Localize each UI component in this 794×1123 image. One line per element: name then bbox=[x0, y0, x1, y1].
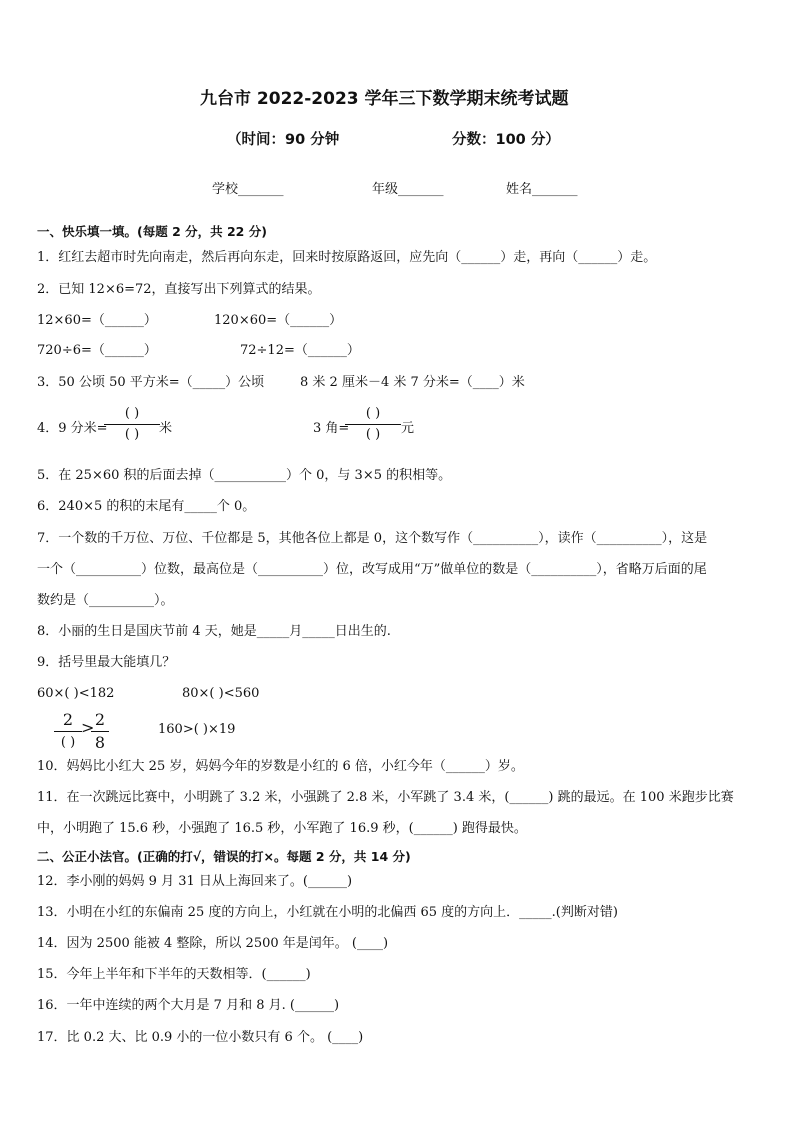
question-10: 10．妈妈比小红大 25 岁，妈妈今年的岁数是小红的 6 倍，小红今年（______）岁。 bbox=[37, 759, 524, 774]
question-7-line1: 7．一个数的千万位、万位、千位都是 5，其他各位上都是 0，这个数写作（__________），读作（__________），这是 bbox=[37, 531, 708, 546]
question-2d: 72÷12=（______） bbox=[240, 343, 360, 358]
fraction-9c-right-denominator: 8 bbox=[94, 733, 106, 752]
question-15: 15．今年上半年和下半年的天数相等．(______) bbox=[37, 967, 311, 982]
section-heading-fill-blank: 一、快乐填一填。(每题 2 分，共 22 分) bbox=[37, 224, 267, 239]
question-4a-prefix: 4．9 分米= bbox=[37, 421, 108, 436]
question-12: 12．李小刚的妈妈 9 月 31 日从上海回来了。(______) bbox=[37, 874, 353, 889]
exam-time: （时间：90 分钟 bbox=[227, 132, 340, 148]
school-field: 学校_______ bbox=[212, 182, 284, 197]
question-2-stem: 2．已知 12×6=72，直接写出下列算式的结果。 bbox=[37, 282, 321, 297]
fraction-9c-denominator: ( ) bbox=[60, 735, 76, 750]
question-3b: 8 米 2 厘米－4 米 7 分米=（____）米 bbox=[300, 375, 525, 390]
question-17: 17．比 0.2 大、比 0.9 小的一位小数只有 6 个。 (____) bbox=[37, 1030, 364, 1045]
question-2c: 720÷6=（______） bbox=[37, 343, 157, 358]
question-9a: 60×( )<182 bbox=[37, 686, 115, 701]
fraction-4b-numerator: ( ) bbox=[365, 406, 381, 421]
fraction-bar bbox=[54, 731, 82, 732]
question-3a: 3．50 公顷 50 平方米=（_____）公顷 bbox=[37, 375, 265, 390]
question-16: 16．一年中连续的两个大月是 7 月和 8 月. (______) bbox=[37, 998, 340, 1013]
section-heading-true-false: 二、公正小法官。(正确的打√，错误的打×。每题 2 分，共 14 分) bbox=[37, 849, 411, 864]
question-9b: 80×( )<560 bbox=[182, 686, 260, 701]
question-6: 6．240×5 的积的末尾有_____个 0。 bbox=[37, 499, 256, 514]
fraction-bar bbox=[345, 424, 401, 425]
question-1: 1．红红去超市时先向南走，然后再向东走，回来时按原路返回，应先向（______）走，再向（______）走。 bbox=[37, 250, 657, 265]
fraction-9c-right bbox=[91, 711, 109, 752]
fraction-4b bbox=[345, 406, 401, 443]
name-field: 姓名_______ bbox=[506, 182, 578, 197]
question-9d: 160>( )×19 bbox=[158, 722, 236, 737]
question-11-line1: 11．在一次跳远比赛中，小明跳了 3.2 米，小强跳了 2.8 米，小军跳了 3.4 米，(______) 跳的最远。在 100 米跑步比赛 bbox=[37, 790, 734, 805]
fraction-bar bbox=[91, 731, 109, 732]
fraction-bar bbox=[104, 424, 160, 425]
fraction-4a-denominator: ( ) bbox=[124, 427, 140, 442]
question-9-stem: 9．括号里最大能填几？ bbox=[37, 655, 176, 670]
fraction-4a bbox=[104, 406, 160, 443]
question-8: 8．小丽的生日是国庆节前 4 天，她是_____月_____日出生的. bbox=[37, 624, 391, 639]
question-4b-unit: 元 bbox=[401, 421, 415, 436]
greater-than-sign: > bbox=[81, 718, 95, 737]
grade-field: 年级_______ bbox=[372, 182, 444, 197]
question-2a: 12×60=（______） bbox=[37, 313, 157, 328]
question-13: 13．小明在小红的东偏南 25 度的方向上，小红就在小明的北偏西 65 度的方向上．_____.(判断对错) bbox=[37, 905, 618, 920]
question-2b: 120×60=（______） bbox=[214, 313, 343, 328]
question-7-line2: 一个（__________）位数，最高位是（__________）位，改写成用“万”做单位的数是（__________），省略万后面的尾 bbox=[37, 562, 707, 577]
question-14: 14．因为 2500 能被 4 整除，所以 2500 年是闰年。 (____) bbox=[37, 936, 389, 951]
fraction-4b-denominator: ( ) bbox=[365, 427, 381, 442]
question-5: 5．在 25×60 积的后面去掉（___________）个 0，与 3×5 的积相等。 bbox=[37, 468, 452, 483]
fraction-9c-left bbox=[54, 711, 82, 752]
question-7-line3: 数约是（__________）。 bbox=[37, 593, 174, 608]
fraction-4a-numerator: ( ) bbox=[124, 406, 140, 421]
question-11-line2: 中，小明跑了 15.6 秒，小强跑了 16.5 秒，小军跑了 16.9 秒，(______) 跑得最快。 bbox=[37, 821, 527, 836]
fraction-9c-right-numerator: 2 bbox=[94, 710, 106, 729]
question-4a-unit: 米 bbox=[159, 421, 173, 436]
exam-score: 分数：100 分） bbox=[452, 132, 560, 148]
fraction-9c-numerator: 2 bbox=[62, 710, 74, 729]
page-title: 九台市 2022-2023 学年三下数学期末统考试题 bbox=[200, 89, 569, 109]
question-4b-prefix: 3 角= bbox=[313, 421, 350, 436]
